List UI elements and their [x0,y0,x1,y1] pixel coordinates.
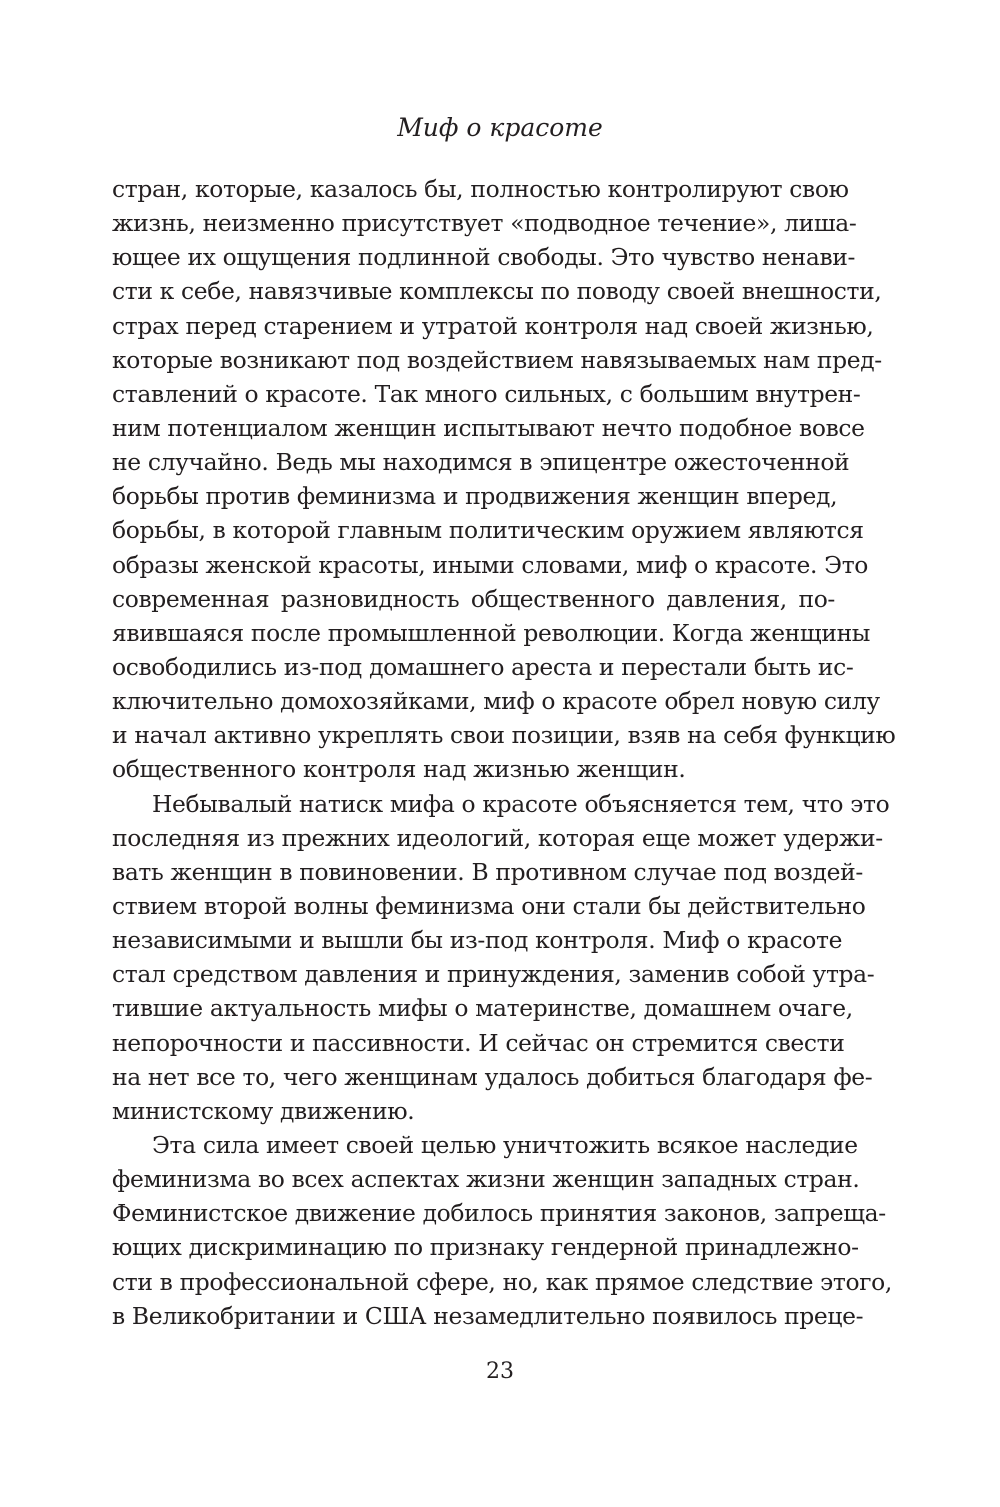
paragraph-last-line: министскому движению. [112,1096,415,1125]
text-line: независимыми и вышли бы из-под контроля. Миф о красоте [112,926,843,955]
text-line: не случайно. Ведь мы находимся в эпицентре ожесточенной [112,448,850,477]
text-line: ключительно домохозяйками, миф о красоте обрел новую силу [112,687,880,716]
text-line: борьбы, в которой главным политическим оружием являются [112,516,864,545]
running-head: Миф о красоте [397,113,603,142]
text-line: образы женской красоты, иными словами, миф о красоте. Это [112,550,869,579]
paragraph-first-line: Небывалый натиск мифа о красоте объясняется тем, что это [152,789,890,818]
text-line: тившие актуальность мифы о материнстве, домашнем очаге, [112,994,853,1023]
text-line: сти в профессиональной сфере, но, как прямое следствие этого, [112,1267,892,1296]
text-line: и начал активно укреплять свои позиции, взяв на себя функцию [112,721,896,750]
text-line: страх перед старением и утратой контроля над своей жизнью, [112,311,874,340]
text-line: жизнь, неизменно присутствует «подводное течение», лиша- [112,209,857,238]
paragraph-first-line: Эта сила имеет своей целью уничтожить всякое наследие [152,1130,858,1159]
text-line: вать женщин в повиновении. В противном случае под воздей- [112,857,863,886]
text-line: последняя из прежних идеологий, которая еще может удержи- [112,823,883,852]
text-line: сти к себе, навязчивые комплексы по поводу своей внешности, [112,277,882,306]
text-line: стал средством давления и принуждения, заменив собой утра- [112,960,875,989]
text-line: ставлений о красоте. Так много сильных, с большим внутрен- [112,379,861,408]
text-line: освободились из-под домашнего ареста и перестали быть ис- [112,652,854,681]
page-number: 23 [486,1359,514,1384]
paragraph-last-line: общественного контроля над жизнью женщин. [112,755,686,784]
text-line: непорочности и пассивности. И сейчас он стремится свести [112,1028,845,1057]
text-line: ним потенциалом женщин испытывают нечто подобное вовсе [112,413,865,442]
text-line: феминизма во всех аспектах жизни женщин западных стран. [112,1165,860,1194]
text-line: стран, которые, казалось бы, полностью контролируют свою [112,175,849,203]
text-line: которые возникают под воздействием навязываемых нам пред- [112,345,882,374]
text-line: современная разновидность общественного давления, по- [112,584,835,613]
text-line: Феминистское движение добилось принятия законов, запреща- [112,1199,886,1228]
text-line: явившаяся после промышленной революции. Когда женщины [112,618,871,647]
text-line: на нет все то, чего женщинам удалось добиться благодаря фе- [112,1062,873,1091]
text-line: в Великобритании и США незамедлительно появилось преце- [112,1301,864,1330]
body-text [112,172,896,1333]
text-line: ющих дискриминацию по признаку гендерной принадлежно- [112,1233,859,1262]
text-line: борьбы против феминизма и продвижения женщин вперед, [112,482,838,511]
text-line: ющее их ощущения подлинной свободы. Это чувство ненави- [112,243,856,272]
text-line: ствием второй волны феминизма они стали бы действительно [112,891,866,920]
